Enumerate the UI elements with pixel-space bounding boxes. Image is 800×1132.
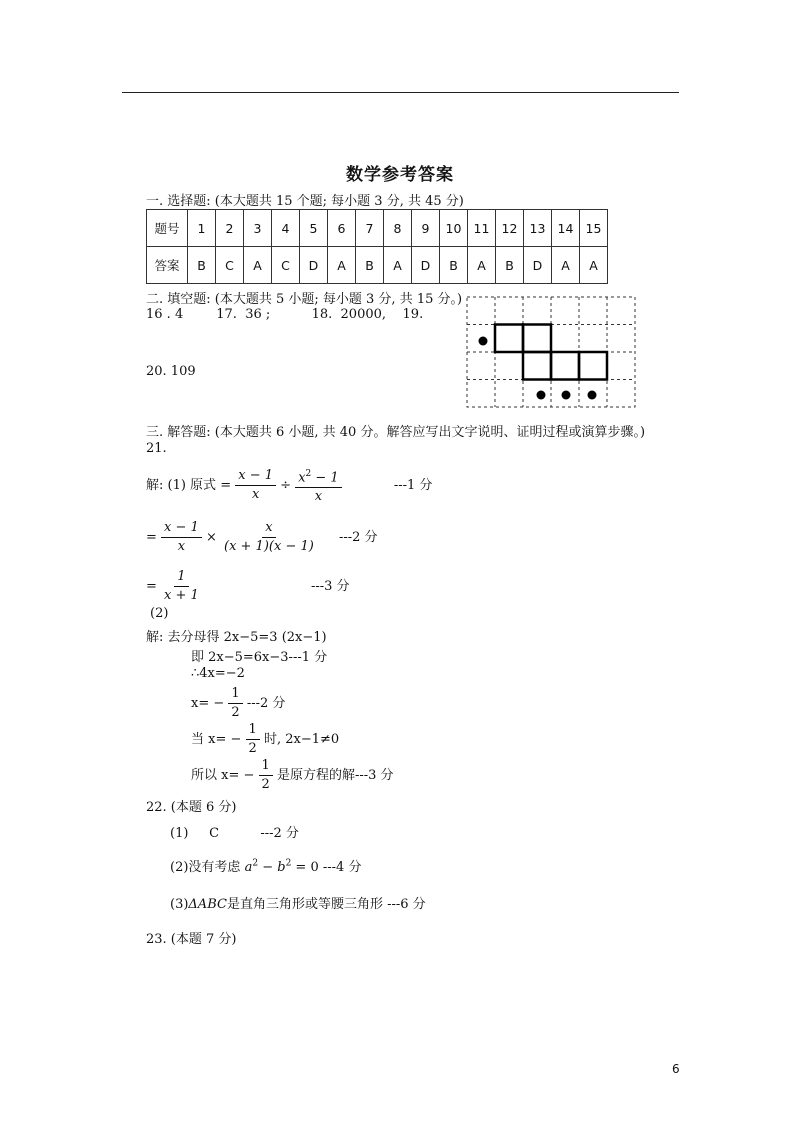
q21-line3 bbox=[146, 569, 350, 604]
table-cell: A bbox=[468, 247, 496, 284]
table-cell: 4 bbox=[272, 210, 300, 247]
table-cell: 10 bbox=[440, 210, 468, 247]
q21-part2-label: (2) bbox=[150, 606, 169, 621]
step-text: (3) bbox=[170, 897, 189, 912]
page-title: 数学参考答案 bbox=[346, 165, 454, 185]
exponent: 2 bbox=[285, 858, 292, 869]
variable: a bbox=[244, 860, 253, 875]
fraction bbox=[235, 468, 276, 503]
table-cell: 3 bbox=[244, 210, 272, 247]
q21-step1: 解: 去分母得 2x−5=3 (2x−1) bbox=[146, 630, 327, 645]
step-text: 是原方程的解---3 分 bbox=[276, 768, 394, 783]
equals-sign: = bbox=[146, 579, 157, 594]
exponent: 2 bbox=[252, 858, 259, 869]
fraction-numerator: 1 bbox=[246, 722, 260, 740]
step-text: = 0 ---4 分 bbox=[291, 860, 362, 875]
table-cell: 9 bbox=[412, 210, 440, 247]
q21-step4 bbox=[191, 686, 285, 721]
fraction-denominator: 2 bbox=[261, 777, 270, 792]
fill-answers-line: 16 . 4 17. 36 ; 18. 20000, 19. bbox=[146, 307, 424, 322]
answer-table bbox=[146, 209, 608, 284]
table-cell: A bbox=[328, 247, 356, 284]
triangle-label: ΔABC bbox=[188, 897, 227, 912]
q22-part3 bbox=[170, 893, 426, 912]
grid-figure bbox=[466, 296, 638, 410]
table-cell: 8 bbox=[384, 210, 412, 247]
fraction-denominator: x bbox=[314, 489, 323, 505]
table-header-cell: 题号 bbox=[147, 210, 188, 247]
q22-label: 22. (本题 6 分) bbox=[146, 800, 237, 815]
fraction-numerator: x bbox=[262, 520, 275, 538]
q21-step5 bbox=[191, 722, 339, 757]
fraction bbox=[295, 466, 342, 505]
fraction-numerator: 1 bbox=[174, 569, 188, 587]
step-text: (2)没有考虑 bbox=[170, 860, 245, 875]
fraction bbox=[246, 722, 260, 757]
table-row-answers bbox=[147, 247, 608, 284]
table-cell: 14 bbox=[552, 210, 580, 247]
table-cell: A bbox=[552, 247, 580, 284]
fraction bbox=[259, 758, 273, 793]
exponent: 2 bbox=[305, 469, 312, 479]
fraction-denominator: x bbox=[177, 539, 186, 554]
table-cell: 12 bbox=[496, 210, 524, 247]
times-sign: × bbox=[205, 530, 217, 545]
fraction-numerator bbox=[295, 466, 342, 488]
term: x bbox=[298, 470, 306, 486]
step-text: 是直角三角形或等腰三角形 ---6 分 bbox=[226, 897, 426, 912]
table-cell: C bbox=[216, 247, 244, 284]
fraction-numerator: 1 bbox=[259, 758, 273, 776]
dot-marker bbox=[479, 337, 488, 346]
page-number: 6 bbox=[672, 1062, 680, 1076]
fraction bbox=[221, 520, 317, 555]
q21-prefix: 解: (1) 原式 = bbox=[146, 478, 232, 494]
dot-marker bbox=[588, 391, 597, 400]
table-cell: B bbox=[188, 247, 216, 284]
dot-marker bbox=[562, 391, 571, 400]
fraction-denominator: x + 1 bbox=[164, 588, 199, 603]
step-text: x= − bbox=[191, 696, 225, 711]
score-note: ---3 分 bbox=[310, 579, 350, 594]
section2-heading: 二. 填空题: (本大题共 5 小题; 每小题 3 分, 共 15 分。) bbox=[146, 292, 463, 307]
q22-part2 bbox=[170, 856, 361, 875]
table-cell: 2 bbox=[216, 210, 244, 247]
table-row-numbers bbox=[147, 210, 608, 247]
q21-line1 bbox=[146, 466, 432, 505]
table-cell: A bbox=[580, 247, 608, 284]
q22-part1: (1) C ---2 分 bbox=[170, 826, 299, 841]
q21-step2: 即 2x−5=6x−3---1 分 bbox=[191, 650, 328, 665]
equals-sign: = bbox=[146, 530, 157, 545]
table-cell: B bbox=[440, 247, 468, 284]
table-cell: 1 bbox=[188, 210, 216, 247]
table-cell: C bbox=[272, 247, 300, 284]
table-cell: 15 bbox=[580, 210, 608, 247]
section1-heading: 一. 选择题: (本大题共 15 个题; 每小题 3 分, 共 45 分) bbox=[146, 194, 464, 209]
step-text: 当 x= − bbox=[191, 732, 242, 747]
q21-step6 bbox=[191, 758, 394, 793]
fraction bbox=[161, 569, 202, 604]
variable: b bbox=[277, 860, 286, 875]
table-cell: 6 bbox=[328, 210, 356, 247]
table-cell: 7 bbox=[356, 210, 384, 247]
fraction-numerator: 1 bbox=[228, 686, 242, 704]
operator: − bbox=[258, 860, 278, 875]
fraction bbox=[161, 520, 202, 555]
table-cell: D bbox=[524, 247, 552, 284]
step-text: 时, 2x−1≠0 bbox=[263, 732, 340, 747]
fraction-numerator: x − 1 bbox=[161, 520, 202, 538]
dot-marker bbox=[537, 391, 546, 400]
step-text: 所以 x= − bbox=[191, 768, 255, 783]
header-rule bbox=[122, 92, 679, 93]
shape-outline bbox=[495, 325, 607, 380]
fraction-denominator: (x + 1)(x − 1) bbox=[224, 539, 314, 554]
score-note: ---1 分 bbox=[393, 478, 433, 494]
fraction-numerator: x − 1 bbox=[235, 468, 276, 486]
divide-sign: ÷ bbox=[280, 478, 292, 494]
table-cell: B bbox=[356, 247, 384, 284]
q21-step3: ∴4x=−2 bbox=[191, 666, 245, 681]
table-header-cell: 答案 bbox=[147, 247, 188, 284]
q23-label: 23. (本题 7 分) bbox=[146, 932, 237, 947]
section3-heading: 三. 解答题: (本大题共 6 小题, 共 40 分。解答应写出文字说明、证明过程或演算步骤。) bbox=[146, 425, 646, 440]
term: − 1 bbox=[311, 470, 339, 486]
fraction-denominator: 2 bbox=[231, 705, 240, 720]
fraction-denominator: 2 bbox=[248, 741, 257, 756]
table-cell: A bbox=[384, 247, 412, 284]
table-cell: D bbox=[300, 247, 328, 284]
fill-answer-20: 20. 109 bbox=[146, 364, 196, 379]
table-cell: 11 bbox=[468, 210, 496, 247]
score-note: ---2 分 bbox=[338, 530, 378, 545]
table-cell: 5 bbox=[300, 210, 328, 247]
q21-label: 21. bbox=[146, 441, 167, 456]
fraction bbox=[228, 686, 242, 721]
q21-line2 bbox=[146, 520, 378, 555]
table-cell: 13 bbox=[524, 210, 552, 247]
table-cell: A bbox=[244, 247, 272, 284]
step-text: ---2 分 bbox=[246, 696, 286, 711]
fraction-denominator: x bbox=[251, 487, 260, 503]
table-cell: D bbox=[412, 247, 440, 284]
table-cell: B bbox=[496, 247, 524, 284]
